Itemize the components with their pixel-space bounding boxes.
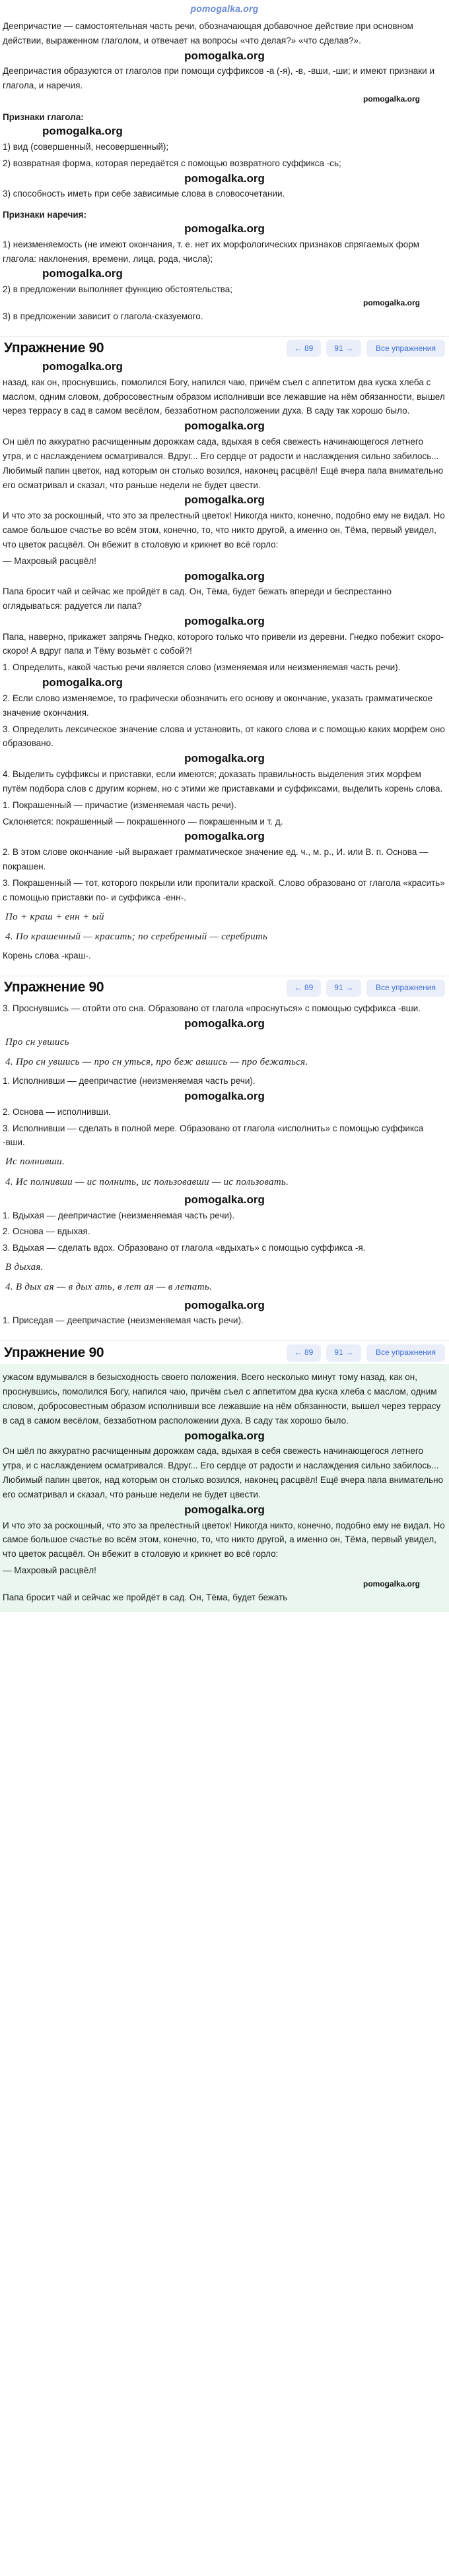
exercise-nav (287, 1344, 445, 1362)
watermark: pomogalka.org (184, 1193, 265, 1206)
solution-section-3 (0, 1364, 449, 1612)
solution-section-2 (0, 1001, 449, 1335)
solution-section-1 (0, 361, 449, 970)
morpheme-diagram: 4. По крашенный — красить; по серебренный — серебрить (5, 931, 268, 942)
watermark: pomogalka.org (42, 267, 123, 280)
site-header (0, 0, 449, 17)
text-paragraph: 1. Исполнивши — деепричастие (неизменяемая часть речи). (3, 1076, 256, 1086)
watermark: pomogalka.org (363, 1579, 420, 1588)
exercise-nav-bar (0, 976, 449, 999)
morpheme-diagram: По + краш + енн + ый (5, 911, 104, 922)
text-paragraph: Папа бросит чай и сейчас же пройдёт в сад. Он, Тёма, будет бежать впереди и беспрестанно оглядываться: радуется ли папа? (3, 586, 392, 612)
watermark: pomogalka.org (363, 94, 420, 104)
watermark: pomogalka.org (184, 1298, 265, 1311)
text-paragraph: 3. Исполнивши — сделать в полной мере. Образовано от глагола «исполнить» с помощью суффикса -вши. (3, 1123, 424, 1148)
theory-section (0, 19, 449, 331)
text-paragraph: Корень слова -краш-. (3, 951, 91, 961)
site-logo[interactable]: pomogalka.org (190, 3, 259, 14)
text-paragraph: Папа, наверно, прикажет запрячь Гнедко, которого только что привели из деревни. Гнедко побежит скоро-скоро! А вдруг папа и Тёму возьмёт с собой?! (3, 631, 444, 656)
text-paragraph: Он шёл по аккуратно расчищенным дорожкам сада, вдыхая в себя свежесть начинающегося летнего утра, и с наслаждением осматривался. Вдруг... Его сердце от радости и наслаждения сильно забилось... Любимый папин цветок, над которым он столько возился, наконец расцвёл! Ещё вчера папа внимательно его осматривал и сказал, что раньше недели не будет цвести. (3, 436, 444, 490)
morpheme-diagram: Про сн увшись (5, 1036, 69, 1048)
prev-exercise-button[interactable]: ← 89 (287, 1344, 322, 1362)
watermark: pomogalka.org (42, 676, 123, 689)
watermark: pomogalka.org (184, 569, 265, 582)
watermark: pomogalka.org (184, 493, 265, 507)
morpheme-diagram: 4. В дых ая — в дых ать, в лет ая — в летать. (5, 1282, 213, 1293)
theory-heading: Признаки глагола: (3, 112, 84, 123)
exercise-title: Упражнение 90 (4, 980, 104, 995)
theory-line: 3) в предложении зависит о глагола-сказуемого. (3, 311, 203, 322)
text-paragraph: Он шёл по аккуратно расчищенным дорожкам сада, вдыхая в себя свежесть начинающегося летнего утра, и с наслаждением осматривался. Вдруг... Его сердце от радости и наслаждения сильно забилось... Любимый папин цветок, над которым он столько возился, наконец расцвёл! Ещё вчера папа внимательно его осматривал и сказал, что раньше недели не будет цвести. (3, 1446, 444, 1499)
watermark: pomogalka.org (363, 298, 420, 307)
theory-line: 3) способность иметь при себе зависимые слова в словосочетании. (3, 189, 285, 199)
watermark: pomogalka.org (184, 222, 265, 235)
prev-exercise-button[interactable]: ← 89 (287, 340, 322, 357)
watermark: pomogalka.org (42, 360, 123, 373)
exercise-nav-bar (0, 1340, 449, 1364)
text-paragraph: 1. Приседая — деепричастие (неизменяемая часть речи). (3, 1315, 244, 1326)
text-paragraph: 3. Проснувшись — отойти ото сна. Образовано от глагола «проснуться» с помощью суффикса -вши. (3, 1003, 421, 1013)
all-exercises-button[interactable]: Все упражнения (366, 980, 445, 997)
theory-line: 1) вид (совершенный, несовершенный); (3, 141, 169, 152)
text-paragraph: И что это за роскошный, что это за прелестный цветок! Никогда никто, конечно, подобно ему не видал. Но самое большое счастье во всём этом, конечно, то, что никто другой, а именно он, Тёма, первый увидел, что цветок расцвёл. Он вбежит в столовую и крикнет во всё горло: (3, 1520, 445, 1559)
theory-line: Деепричастия образуются от глаголов при помощи суффиксов -а (-я), -в, -вши, -ши; и имеют признаки и глагола, и наречия. (3, 66, 434, 91)
text-paragraph: назад, как он, проснувшись, помолился Богу, напился чаю, причём съел с аппетитом два куска хлеба с маслом, одним словом, добросовестным образом исполнивши все лежавшие на нём обязанности, вышел через террасу в сад в самом весёлом, беззаботном расположении духа. В саду так хорошо было. (3, 377, 445, 416)
theory-heading: Признаки наречия: (3, 210, 87, 220)
text-paragraph: ужасом вдумывался в безысходность своего положения. Всего несколько минут тому назад, как он, проснувшись, помолился Богу, напился чаю, причём съел с аппетитом два куска хлеба с маслом, одним словом, добросовестным образом исполнивши все лежавшие на нём обязанности, вышел через террасу в сад в самом весёлом, беззаботном расположении духа. В саду так хорошо было. (3, 1372, 441, 1426)
next-exercise-button[interactable]: 91 → (326, 340, 361, 357)
watermark: pomogalka.org (184, 830, 265, 843)
text-paragraph: Папа бросит чай и сейчас же пройдёт в сад. Он, Тёма, будет бежать (3, 1592, 288, 1603)
text-paragraph: 2. Основа — исполнивши. (3, 1106, 111, 1117)
watermark: pomogalka.org (184, 1090, 265, 1102)
exercise-title: Упражнение 90 (4, 340, 104, 356)
text-paragraph: 3. Определить лексическое значение слова и установить, от какого слова и с помощью каких морфем оно образовано. (3, 724, 445, 749)
text-paragraph: — Махровый расцвёл! (3, 555, 96, 566)
theory-line: 1) неизменяемость (не имеют окончания, т. е. нет их морфологических признаков спрягаемых форм глагола: наклонения, времени, лица, рода, числа); (3, 239, 420, 264)
exercise-nav (287, 340, 445, 357)
text-paragraph: 2. Основа — вдыхая. (3, 1226, 90, 1237)
theory-line: 2) возвратная форма, которая передаётся с помощью возвратного суффикса -сь; (3, 158, 341, 168)
text-paragraph: 1. Покрашенный — причастие (изменяемая часть речи). (3, 800, 237, 810)
theory-line: 2) в предложении выполняет функцию обстоятельства; (3, 284, 232, 295)
text-paragraph: 3. Вдыхая — сделать вдох. Образовано от глагола «вдыхать» с помощью суффикса -я. (3, 1243, 366, 1253)
exercise-nav (287, 980, 445, 997)
watermark: pomogalka.org (184, 752, 265, 765)
exercise-title: Упражнение 90 (4, 1344, 104, 1360)
all-exercises-button[interactable]: Все упражнения (366, 1344, 445, 1362)
watermark: pomogalka.org (184, 49, 265, 62)
text-paragraph: 4. Выделить суффиксы и приставки, если имеются; доказать правильность выделения этих морфем путём подбора слов с другим корнем, но с этими же приставками и суффиксами, выделить корень слова. (3, 769, 443, 794)
watermark: pomogalka.org (184, 172, 265, 185)
all-exercises-button[interactable]: Все упражнения (366, 340, 445, 357)
text-paragraph: 1. Вдыхая — деепричастие (неизменяемая часть речи). (3, 1210, 235, 1220)
morpheme-diagram: Ис полнивши. (5, 1156, 65, 1168)
text-paragraph: 2. В этом слове окончание -ый выражает грамматическое значение ед. ч., м. р., И. или В. п. Основа — покрашен. (3, 847, 429, 871)
next-exercise-button[interactable]: 91 → (326, 980, 361, 997)
theory-line: Деепричастие — самостоятельная часть речи, обозначающая добавочное действие при основном действии, выраженном глаголом, и отвечает на вопросы «что делая?» «что сделав?». (3, 21, 413, 46)
text-paragraph: 1. Определить, какой частью речи является слово (изменяемая или неизменяемая часть речи). (3, 662, 401, 673)
text-paragraph: 2. Если слово изменяемое, то графически обозначить его основу и окончание, указать грамматическое значение окончания. (3, 693, 433, 718)
morpheme-diagram: 4. Про сн увшись — про сн уться, про беж авшись — про бежаться. (5, 1056, 308, 1067)
text-paragraph: 3. Покрашенный — тот, которого покрыли или пропитали краской. Слово образовано от глагола «красить» с помощью приставки по- и суффикса -енн-. (3, 877, 445, 902)
watermark: pomogalka.org (184, 1017, 265, 1030)
watermark: pomogalka.org (42, 125, 123, 138)
morpheme-diagram: 4. Ис полнивши — ис полнить, ис пользовавши — ис пользовать. (5, 1176, 289, 1187)
watermark: pomogalka.org (184, 420, 265, 433)
watermark: pomogalka.org (184, 1429, 265, 1442)
next-exercise-button[interactable]: 91 → (326, 1344, 361, 1362)
text-paragraph: Склоняется: покрашенный — покрашенного — покрашенным и т. д. (3, 816, 283, 827)
text-paragraph: И что это за роскошный, что это за прелестный цветок! Никогда никто, конечно, подобно ему не видал. Но самое большое счастье во всём этом, конечно, то, что никто другой, а именно он, Тёма, первый увидел, что цветок расцвёл. Он вбежит в столовую и крикнет во всё горло: (3, 511, 445, 550)
prev-exercise-button[interactable]: ← 89 (287, 980, 322, 997)
exercise-nav-bar (0, 336, 449, 360)
watermark: pomogalka.org (184, 614, 265, 627)
watermark: pomogalka.org (184, 1503, 265, 1516)
text-paragraph: — Махровый расцвёл! (3, 1565, 96, 1576)
morpheme-diagram: В дыхая. (5, 1262, 44, 1273)
